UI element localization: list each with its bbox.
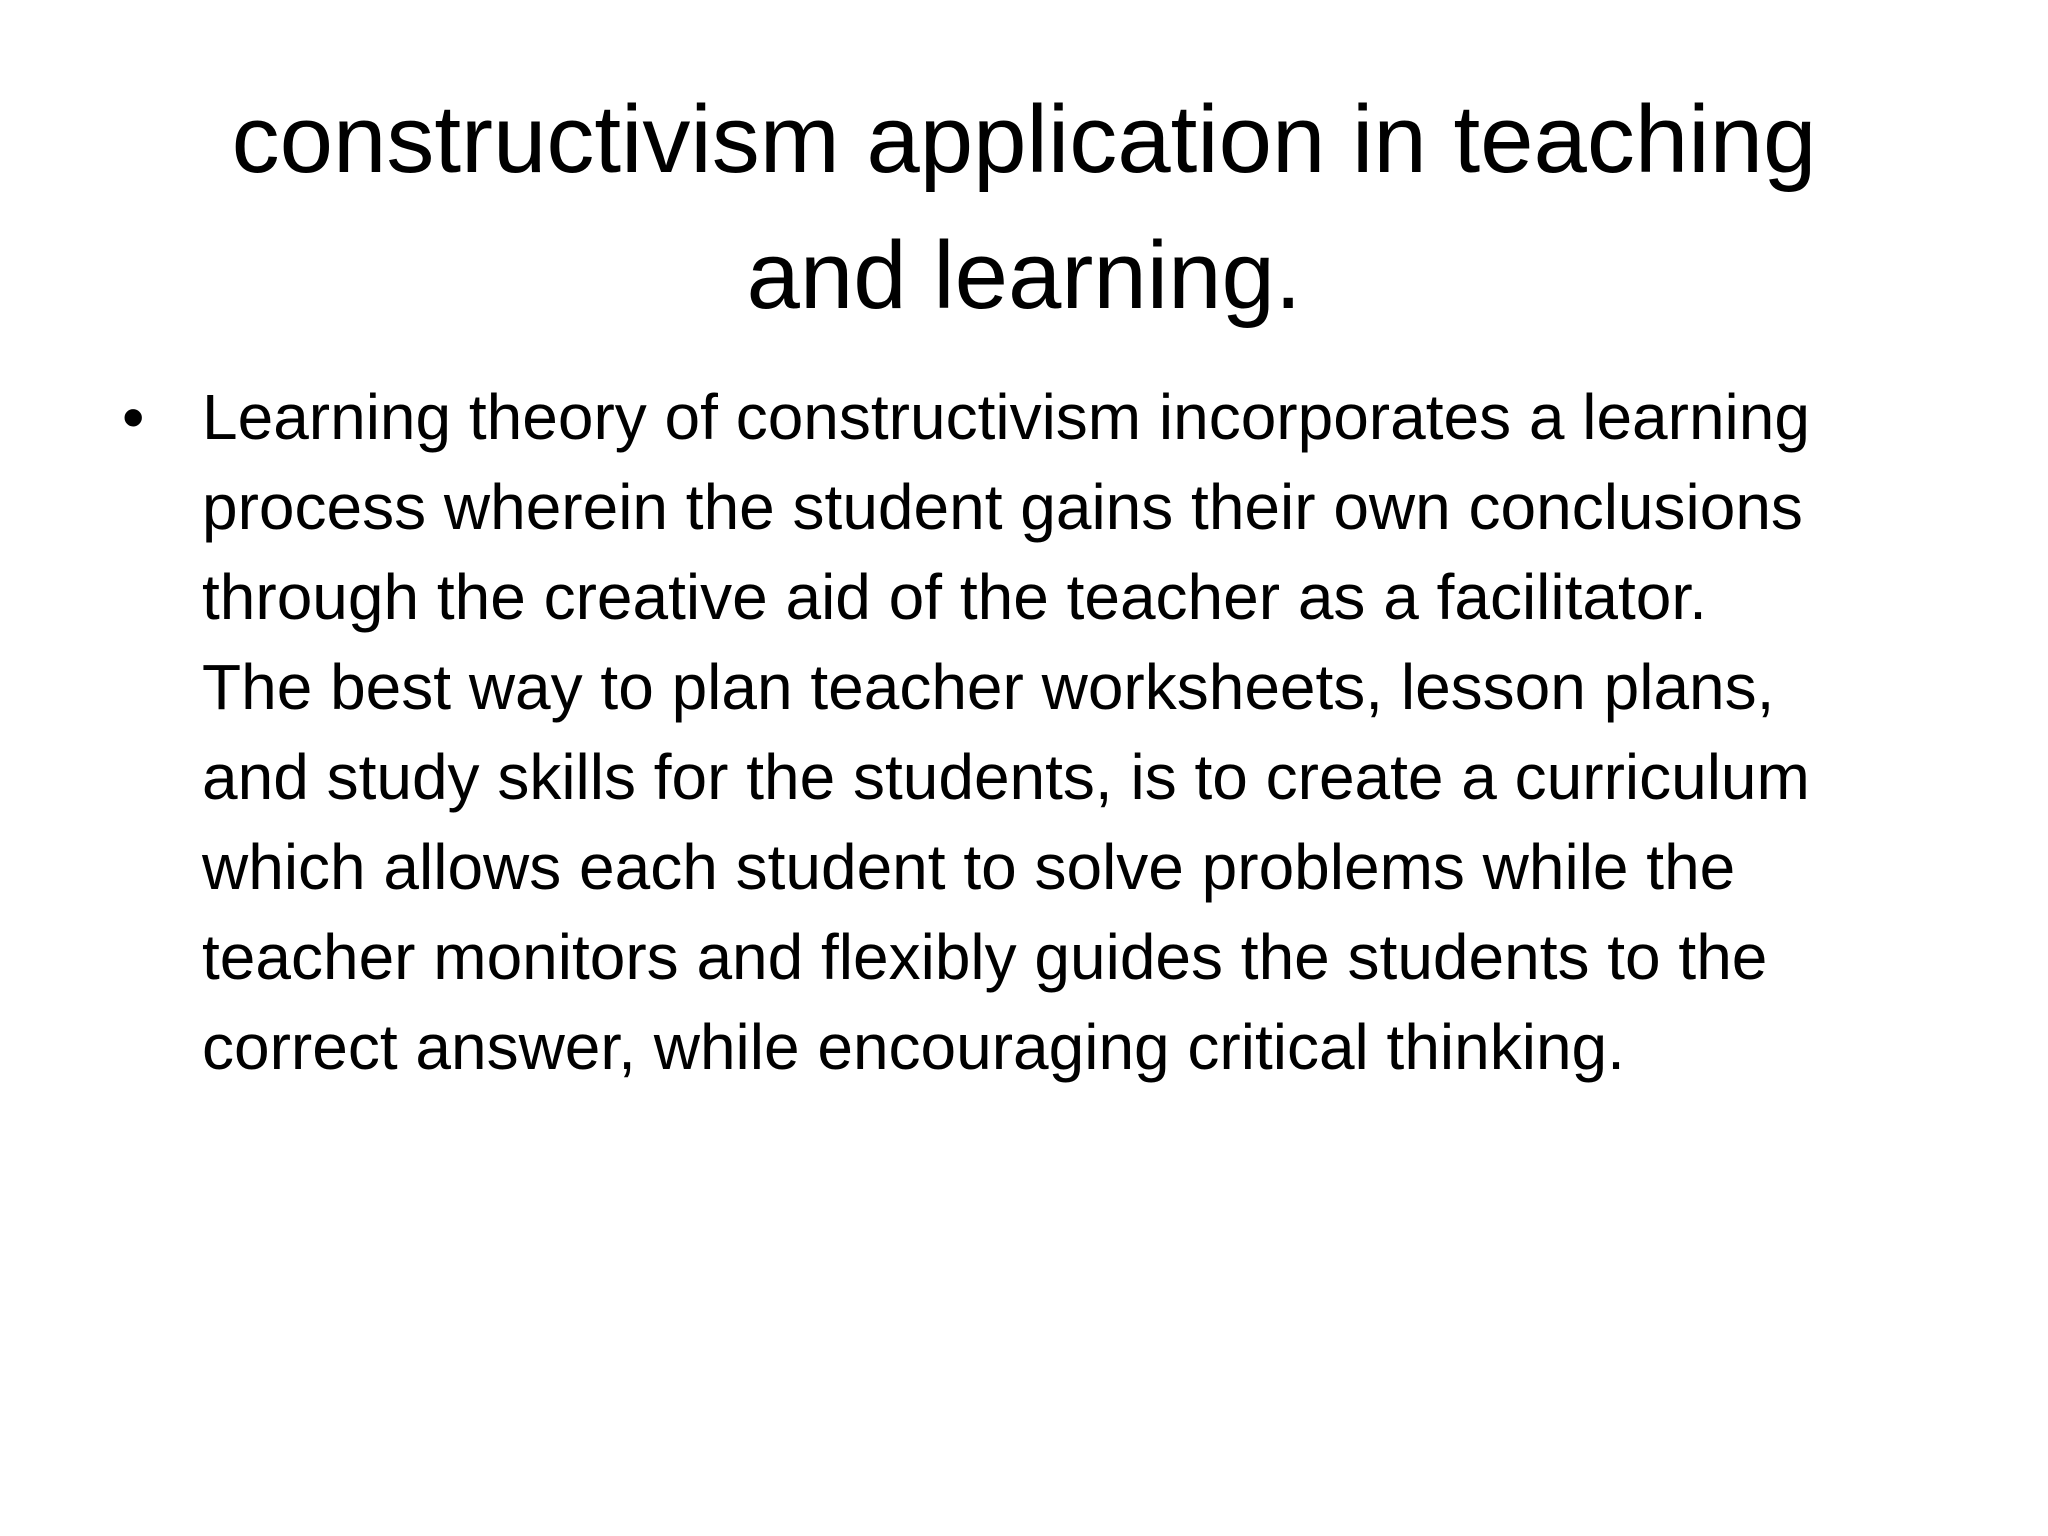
bullet-text-line: through the creative aid of the teacher as a facilitator. [202,561,1707,633]
bullet-text-line: The best way to plan teacher worksheets, lesson plans, [202,651,1775,723]
slide-body [110,372,1970,1092]
slide-title [0,72,2048,344]
bullet-text-line: which allows each student to solve problems while the [202,831,1736,903]
bullet-point-icon: • [122,381,145,453]
bullet-text-line: correct answer, while encouraging critical thinking. [202,1011,1625,1083]
bullet-text-line: teacher monitors and flexibly guides the students to the [202,921,1768,993]
slide-title-line: and learning. [746,222,1302,329]
slide-title-line: constructivism application in teaching [231,86,1817,193]
bullet-item [110,372,1970,1092]
bullet-text-line: process wherein the student gains their own conclusions [202,471,1803,543]
bullet-text-line: Learning theory of constructivism incorporates a learning [202,381,1810,453]
bullet-text-line: and study skills for the students, is to create a curriculum [202,741,1810,813]
bullet-text [202,372,1962,1092]
